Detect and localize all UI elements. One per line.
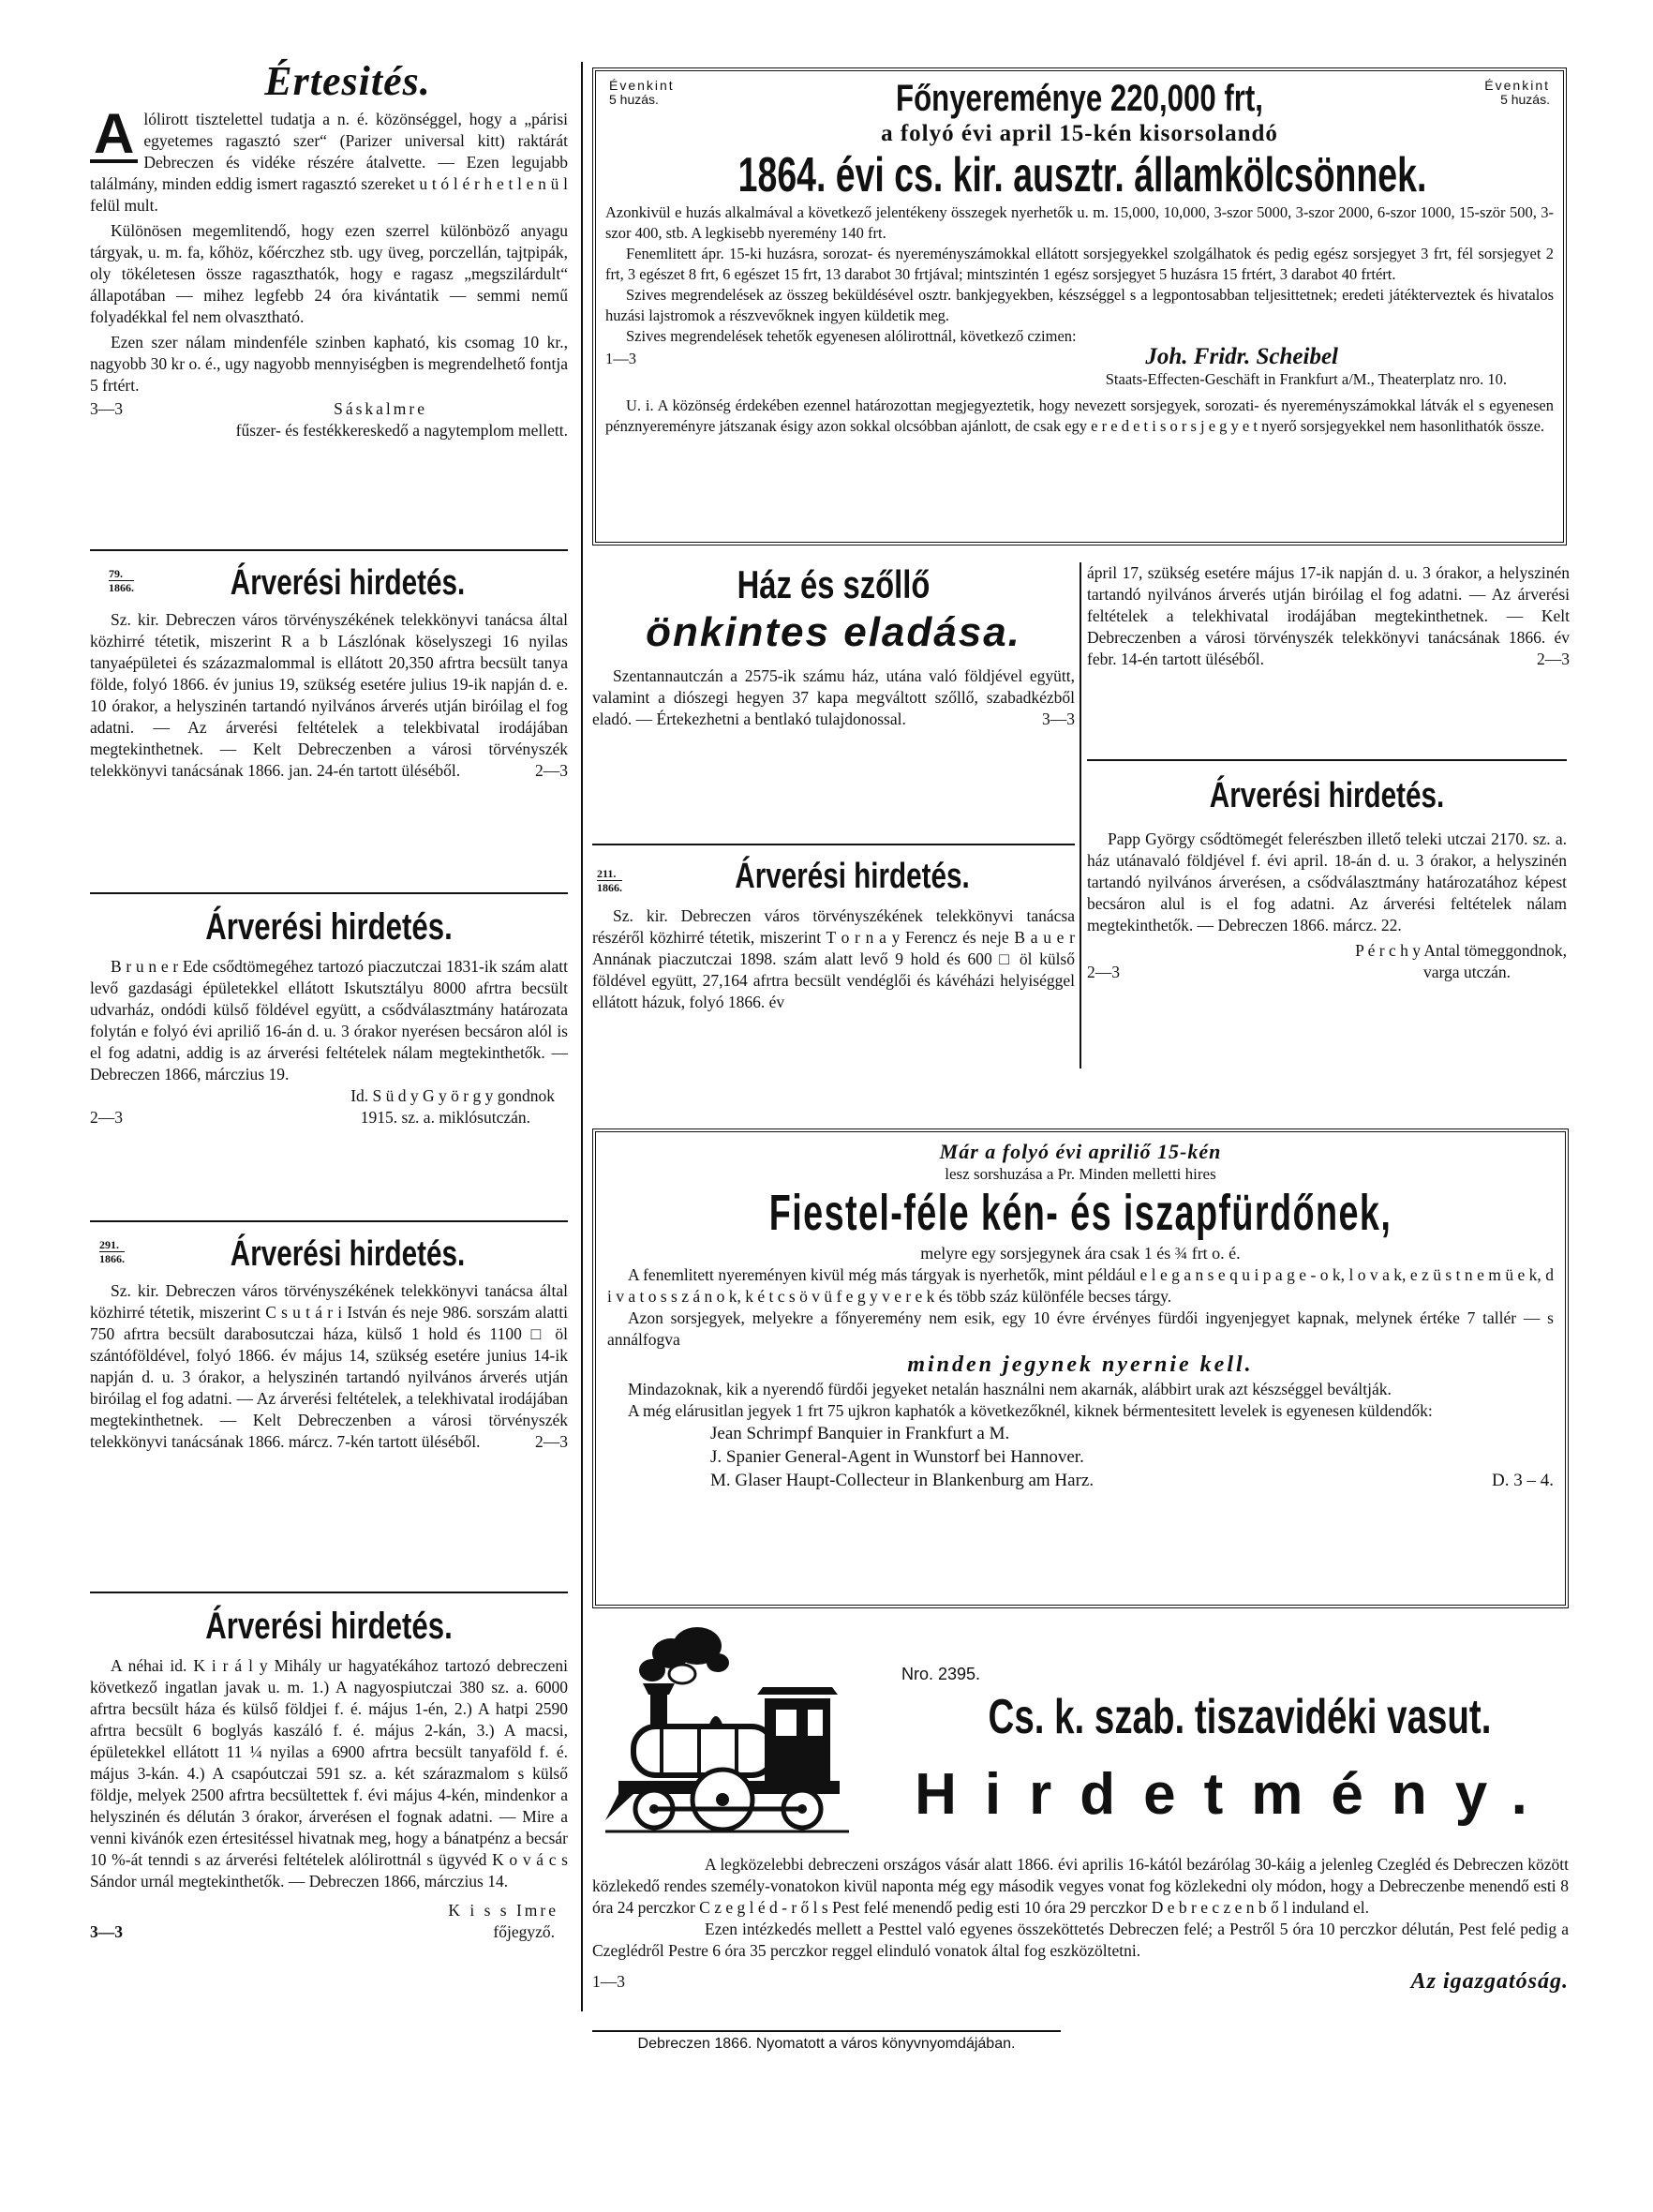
house-title-2: önkintes eladása. (646, 609, 1021, 655)
auction-body: Sz. kir. Debreczen város törvényszékének telekkönyvi tanácsa által közhirré tétetik, miszerint R a b Lászlónak köselyszegi 16 nyilas tanyaépületei és százazmalommal is ellátott 20,350 afrtra becsült tanya földe, folyó 1866. év junius 19, szükség esetére julius 19-ik napján d. e. 10 órakor, a helyszinén tartandó nyilvános árverés utján biróilag el fog adatni. — Az árverési feltételek a telekbivatal irodájában megtekinthetnek. — Kelt Debreczenben a városi törvényszék telekkönyvi tanácsának 1866. jan. 24-én tartott üléséből. (90, 610, 568, 780)
notice-sig-addr: fűszer- és festékkereskedő a nagytemplom mellett. (235, 421, 568, 440)
railway-sig: Az igazgatóság. (1410, 1969, 1569, 1994)
lottery-freq-right: Évenkint 5 huzás. (1484, 78, 1550, 107)
fiestel-line-1: Már a folyó évi apriliő 15-kén (939, 1140, 1222, 1163)
lottery-num: 1—3 (605, 350, 636, 367)
lottery-p2: Fenemlitett ápr. 15-ki huzásra, sorozat- és nyereményszámokkal ellátott sorsjegyekkel szolgálhatok és pedig egész sorsjegyet 3 frt, fél sorsjegyet 2 frt, 3 egészet 8 frt, 6 egészet 15 frt, 13 darabot 30 frtjával; mintszintén 1 egész sorsjegyet 5 huzásra 15 frtért, 3 darabot 40 frtért. (605, 245, 1554, 283)
fiestel-line-2: lesz sorshuzása a Pr. Minden melletti hires (945, 1165, 1216, 1183)
fiestel-p3: Mindazoknak, kik a nyerendő fürdői jegyeket netalán használni nem akarnák, alábbirt urak azt készséggel beváltják. (628, 1380, 1392, 1398)
divider (90, 1592, 568, 1593)
auction-sig-role: főjegyző. (493, 1922, 555, 1941)
auction-sig: Id. S ü d y G y ö r g y gondnok (350, 1086, 555, 1105)
auction-addr: 1915. sz. a. miklósutczán. (360, 1108, 530, 1127)
auction-title: Árverési hirdetés. (230, 563, 466, 603)
auction-num: 2—3 (535, 761, 568, 780)
auction-title: Árverési hirdetés. (1209, 776, 1445, 815)
house-body: Szentannautczán a 2575-ik számu ház, utána való földjével együtt, valamint a diószegi hegyen 37 kapa megváltott szőllő, szabadkézből eladó. — Értekezhetni a bentlakó tulajdonossal. (592, 666, 1075, 728)
lottery-ad (592, 67, 1567, 546)
notice-num: 3—3 (90, 399, 123, 418)
auction-title: Árverési hirdetés. (205, 906, 453, 948)
footer-rule (592, 2030, 1061, 2032)
auction-sig: P é r c h y Antal tömeggondnok, (1355, 941, 1567, 960)
lottery-p1: Azonkivül e huzás alkalmával a következő jelentékeny összegek nyerhetők u. m. 15,000, 10,000, 3-szor 5000, 3-szor 2000, 6-szor 1000, 15-ször 500, 3-szor 400, stb. A legkisebb nyeremény 140 frt. (605, 203, 1554, 242)
notice-p3: Ezen szer nálam mindenféle szinben kapható, kis csomag 10 kr., nagyobb 30 kr o. é., ugy nagyobb mennyiségben is megrendelhető fontja 5 frtért. (90, 333, 568, 395)
auction-num: 2—3 (90, 1108, 123, 1127)
divider (90, 549, 568, 551)
lottery-firm-sub: Staats-Effecten-Geschäft in Frankfurt a/M., Theaterplatz nro. 10. (1105, 370, 1507, 388)
railway-title: Cs. k. szab. tiszavidéki vasut. (988, 1690, 1492, 1744)
fiestel-lottery-ad (592, 1128, 1569, 1608)
auction-notice-4 (90, 1605, 568, 1943)
fiestel-p4: A még elárusitlan jegyek 1 frt 75 ujkron kaphatók a következőknél, kiknek bérmentesitett levelek is egyenesen küldendők: (628, 1401, 1433, 1420)
fiestel-price: melyre egy sorsjegynek ára csak 1 és ¾ frt o. é. (920, 1244, 1241, 1263)
notice-number: 211. 1866. (597, 867, 622, 894)
auction-notice-6 (1087, 774, 1567, 983)
auction-body: Sz. kir. Debreczen város törvényszékének telekkönyvi tanácsa által közhirré tétetik, miszerint C s u t á r i István és neje 986. sorszám alatti 750 afrtra becsült darabosutczai háza, külső 1 hold és 1100 □ öl szántóföldével, folyó 1866. év május 14, szükség esetére junius 14-ik napján d. u. 3 órakor, a helyszinén tartandó nyilvános árverés utján biróilag el fog adatni. — Az árverési feltételek, a telekhivatal irodájában megtekinthetnek. — Kelt Debreczenben a városi törvényszék telekkönyvi tanácsának 1866. márcz. 7-kén tartott üléséből. (90, 1281, 568, 1451)
notice-number: 79. 1866. (109, 567, 134, 594)
notice-number: 291. 1866. (99, 1238, 125, 1265)
auction-num: 3—3 (90, 1922, 123, 1941)
railway-notice (592, 1622, 1569, 2015)
divider (592, 844, 1075, 845)
railway-num: 1—3 (592, 1972, 625, 1991)
auction-notice-2 (90, 905, 568, 1128)
auction-num: 2—3 (1087, 963, 1120, 981)
house-title: Ház és szőllő (737, 562, 931, 606)
lottery-p4: Szives megrendelések tehetők egyenesen alólirottnál, következő czimen: (626, 327, 1077, 345)
lottery-firm: Joh. Fridr. Scheibel (1145, 344, 1338, 369)
notice-p1: lólirott tisztelettel tudatja a n. é. közönséggel, hogy a „párisi egyetemes ragasztó szer“ (Parizer universal kitt) raktárát Debreczen és vidéke részére átalvette. — Ezen legujabb találmány, minden eddig ismert ragasztó szereket u t ó l é r h e t l e n ü l felül mult. (90, 110, 568, 215)
auction-num: 2—3 (1537, 650, 1570, 668)
auction-body: Sz. kir. Debreczen város törvényszékének telekkönyvi tanácsa részéről közhirré tétetik, miszerint T o r n a y Ferencz és neje B a u e r Annának piaczutczai 1898. szám alatt levő 9 hold és 600 □ öl külső földével együtt, 27,164 afrtra becsült vendéglői és kávéházi helyiséggel ellátott házuk, folyó 1866. év (592, 906, 1075, 1011)
notice-sig-name: Sáskalmre (334, 399, 427, 418)
fiestel-agent-2: J. Spanier General-Agent in Wunstorf bei Hannover. (710, 1447, 1084, 1467)
auction-sig-name: K i s s Imre (448, 1901, 558, 1920)
railway-hirdetmeny: Hirdetmény. (915, 1762, 1556, 1827)
auction-notice-1 (90, 562, 568, 782)
lottery-headline: Főnyereménye 220,000 frt, (896, 78, 1263, 119)
lottery-big: 1864. évi cs. kir. ausztr. államkölcsönnek. (737, 148, 1427, 202)
divider (90, 1220, 568, 1222)
auction-body: Papp György csődtömegét felerészben illető teleki utczai 2170. sz. a. ház utánavaló földjével f. évi april. 18-án d. u. 3 órakor, a helyszinén tartandó nyilvános árverésen, a csődválasztmány határozatához képest becsáron alul is el fog adatni. Az árverési feltételek nálam megtekinthetők. — Debreczen 1866. márcz. 22. (1087, 830, 1567, 934)
column-divider (1080, 562, 1081, 1069)
notice-ertesites (90, 58, 568, 441)
lottery-note: U. i. A közönség érdekében ezennel határozottan megjegyeztetik, hogy nevezett sorsjegyek, sorozati- és nyereményszámokkal látvák el s egyenesen pénznyereményre játszanak ésigy azon sokkal olcsóbban ajánlott, de csak egy e r e d e t i s o r s j e g y e t nyerő sorsjegyekkel nem hasonlithatók össze. (605, 396, 1554, 435)
column-divider (581, 62, 583, 2011)
fiestel-num: D. 3 – 4. (1492, 1471, 1554, 1490)
auction-notice-5 (592, 855, 1075, 1013)
auction-addr: varga utczán. (1423, 963, 1511, 981)
notice-p2: Különösen megemlitendő, hogy ezen szerrel különböző anyagu tárgyak, u. m. fa, kőhöz, kőérczhez stb. ugy üveg, porczellán, tajtpipák, oly tökéletesen össze ragaszthatók, hogy e ragasz „megszilárdult“ állapotában — mihez legfebb 24 óra kivántatik — semmi nemű folyadékkal fel nem olvasztható. (90, 221, 568, 326)
fiestel-p1: A fenemlitett nyereményen kivül még más tárgyak is nyerhetők, mint például e l e g a n s e q u i p a g e - o k, l o v a k, e z ü s t n e m ü e k, d i v a t o s s z á n o k, k é t c s ö v ü f e g y v e r e k és több száz különféle becses tárgy. (607, 1265, 1554, 1306)
fiestel-agent-3: M. Glaser Haupt-Collecteur in Blankenburg am Harz. (710, 1471, 1095, 1490)
auction-title: Árverési hirdetés. (205, 1606, 453, 1647)
auction-body: B r u n e r Ede csődtömegéhez tartozó piaczutczai 1831-ik szám alatt levő gazdasági épületekkel ellátott Iskutsztályu 8000 afrtra becsült udvarház, ondódi külső földével együtt, a csődválasztmány határozata folytán e folyó évi apriliő 16-án d. u. 3 órakor nyerésen becsáron alól is el fog adatni, addig is az árverési feltételek nálam megtekinthetők. — Debreczen 1866, márczius 19. (90, 957, 568, 1084)
railway-p2: Ezen intézkedés mellett a Pesttel való egyenes összeköttetés Debreczen felé; a Pestről 5 óra 10 perczkor délután, Pest felé pedig a Czeglédről Pestre 6 óra 35 perczkor reggel elinduló vonatok által fog eszközöltetni. (592, 1920, 1569, 1960)
boiler (633, 1726, 774, 1775)
house-num: 3—3 (1042, 710, 1075, 728)
column-left (0, 0, 572, 2212)
auction-title: Árverési hirdetés. (230, 1234, 466, 1274)
house-sale-notice (592, 562, 1075, 730)
dropcap: A (90, 109, 138, 163)
fiestel-agent-1: Jean Schrimpf Banquier in Frankfurt a M. (710, 1424, 1010, 1443)
fiestel-title: Fiestel-féle kén- és iszapfürdőnek, (768, 1185, 1392, 1241)
lottery-freq-left: Évenkint 5 huzás. (609, 78, 675, 107)
locomotive-illustration (596, 1622, 858, 1837)
auction-body: A néhai id. K i r á l y Mihály ur hagyatékához tartozó debreczeni következő ingatlan javak u. m. 1.) A nagyospiutczai 380 sz. a. 6000 afrtra becsült háza és külső földjei f. é. május 1-én, 2.) A hatpi 2590 afrtra becsült 6 boglyás kaszáló f. é. május 2-kán, 3.) A macsi, épületekkel ellátott 11 ¼ nyilas a 6900 afrtra becsült tanyaföld f. é. május 3-kán. 4.) A csapóutczai 591 sz. a. két szárazmalom s külső földje, melyek 2500 afrtra becsültettek f. évi május 4-kén, mindenkor a helyszinén és délután 3 órakor, árverésen el fognak adatni. — Mire a venni kivánók ezen értesitéssel hivatnak meg, hogy a bánatpénz a becsár 10 %-át tenndi s az árverési feltételek alólirottnál s ügyvéd K o v á c s Sándor urnál megtekinthetők. — Debreczen 1866, márczius 14. (90, 1656, 568, 1891)
divider (1087, 759, 1567, 761)
divider (90, 892, 568, 894)
railway-p1: A legközelebbi debreczeni országos vásár alatt 1866. évi aprilis 16-kától bezárólag 30-káig a jelenleg Czegléd és Debreczen között közlekedő rendes személy-vonatokon kivül naponta még egy második vegyes vonat fog közlekedni oly módon, hogy a Debreczenbe menendő esti 8 óra 24 perczkor C z e g l é d - r ő l s Pest felé menendő pedig esti 10 óra 29 perczkor D e b r e c z e n b ő l induland el. (592, 1855, 1569, 1917)
imprint-footer: Debreczen 1866. Nyomatott a város könyvnyomdájában. (637, 2036, 1016, 2052)
auction-notice-5-continued (1087, 562, 1570, 670)
auction-body-cont: ápril 17, szükség esetére május 17-ik napján d. u. 3 órakor, a helyszinén tartandó nyilvános árverés utján biróilag el fog adatni. — Az árverési feltételek a telekhivatal irodájában megtekinthetnek. — Kelt Debreczenben a városi törvényszék telekkönyvi tanácsának 1866. év febr. 14-én tartott üléséből. (1087, 563, 1570, 668)
fiestel-motto: minden jegynek nyernie kell. (907, 1353, 1254, 1377)
railway-nro: Nro. 2395. (901, 1665, 981, 1683)
auction-num: 2—3 (535, 1432, 568, 1451)
lottery-p3: Szives megrendelések az összeg beküldésével osztr. bankjegyekben, készséggel s a legpontosabban teljesittetnek; eredeti játékterveztek és hivatalos huzási lajstromok a részvevőknek ingyen küldetik meg. (605, 286, 1554, 324)
lottery-sub: a folyó évi april 15-kén kisorsolandó (881, 121, 1278, 146)
smoke-cloud (639, 1627, 729, 1683)
notice-title: Értesités. (264, 58, 431, 104)
fiestel-p2: Azon sorsjegyek, melyekre a főnyeremény nem esik, egy 10 évre érvényes fürdői ingyenjegyet kapnak, melynek értéke 7 tallér — s annálfogva (607, 1308, 1554, 1349)
auction-notice-3 (90, 1233, 568, 1453)
auction-title: Árverési hirdetés. (735, 857, 970, 896)
